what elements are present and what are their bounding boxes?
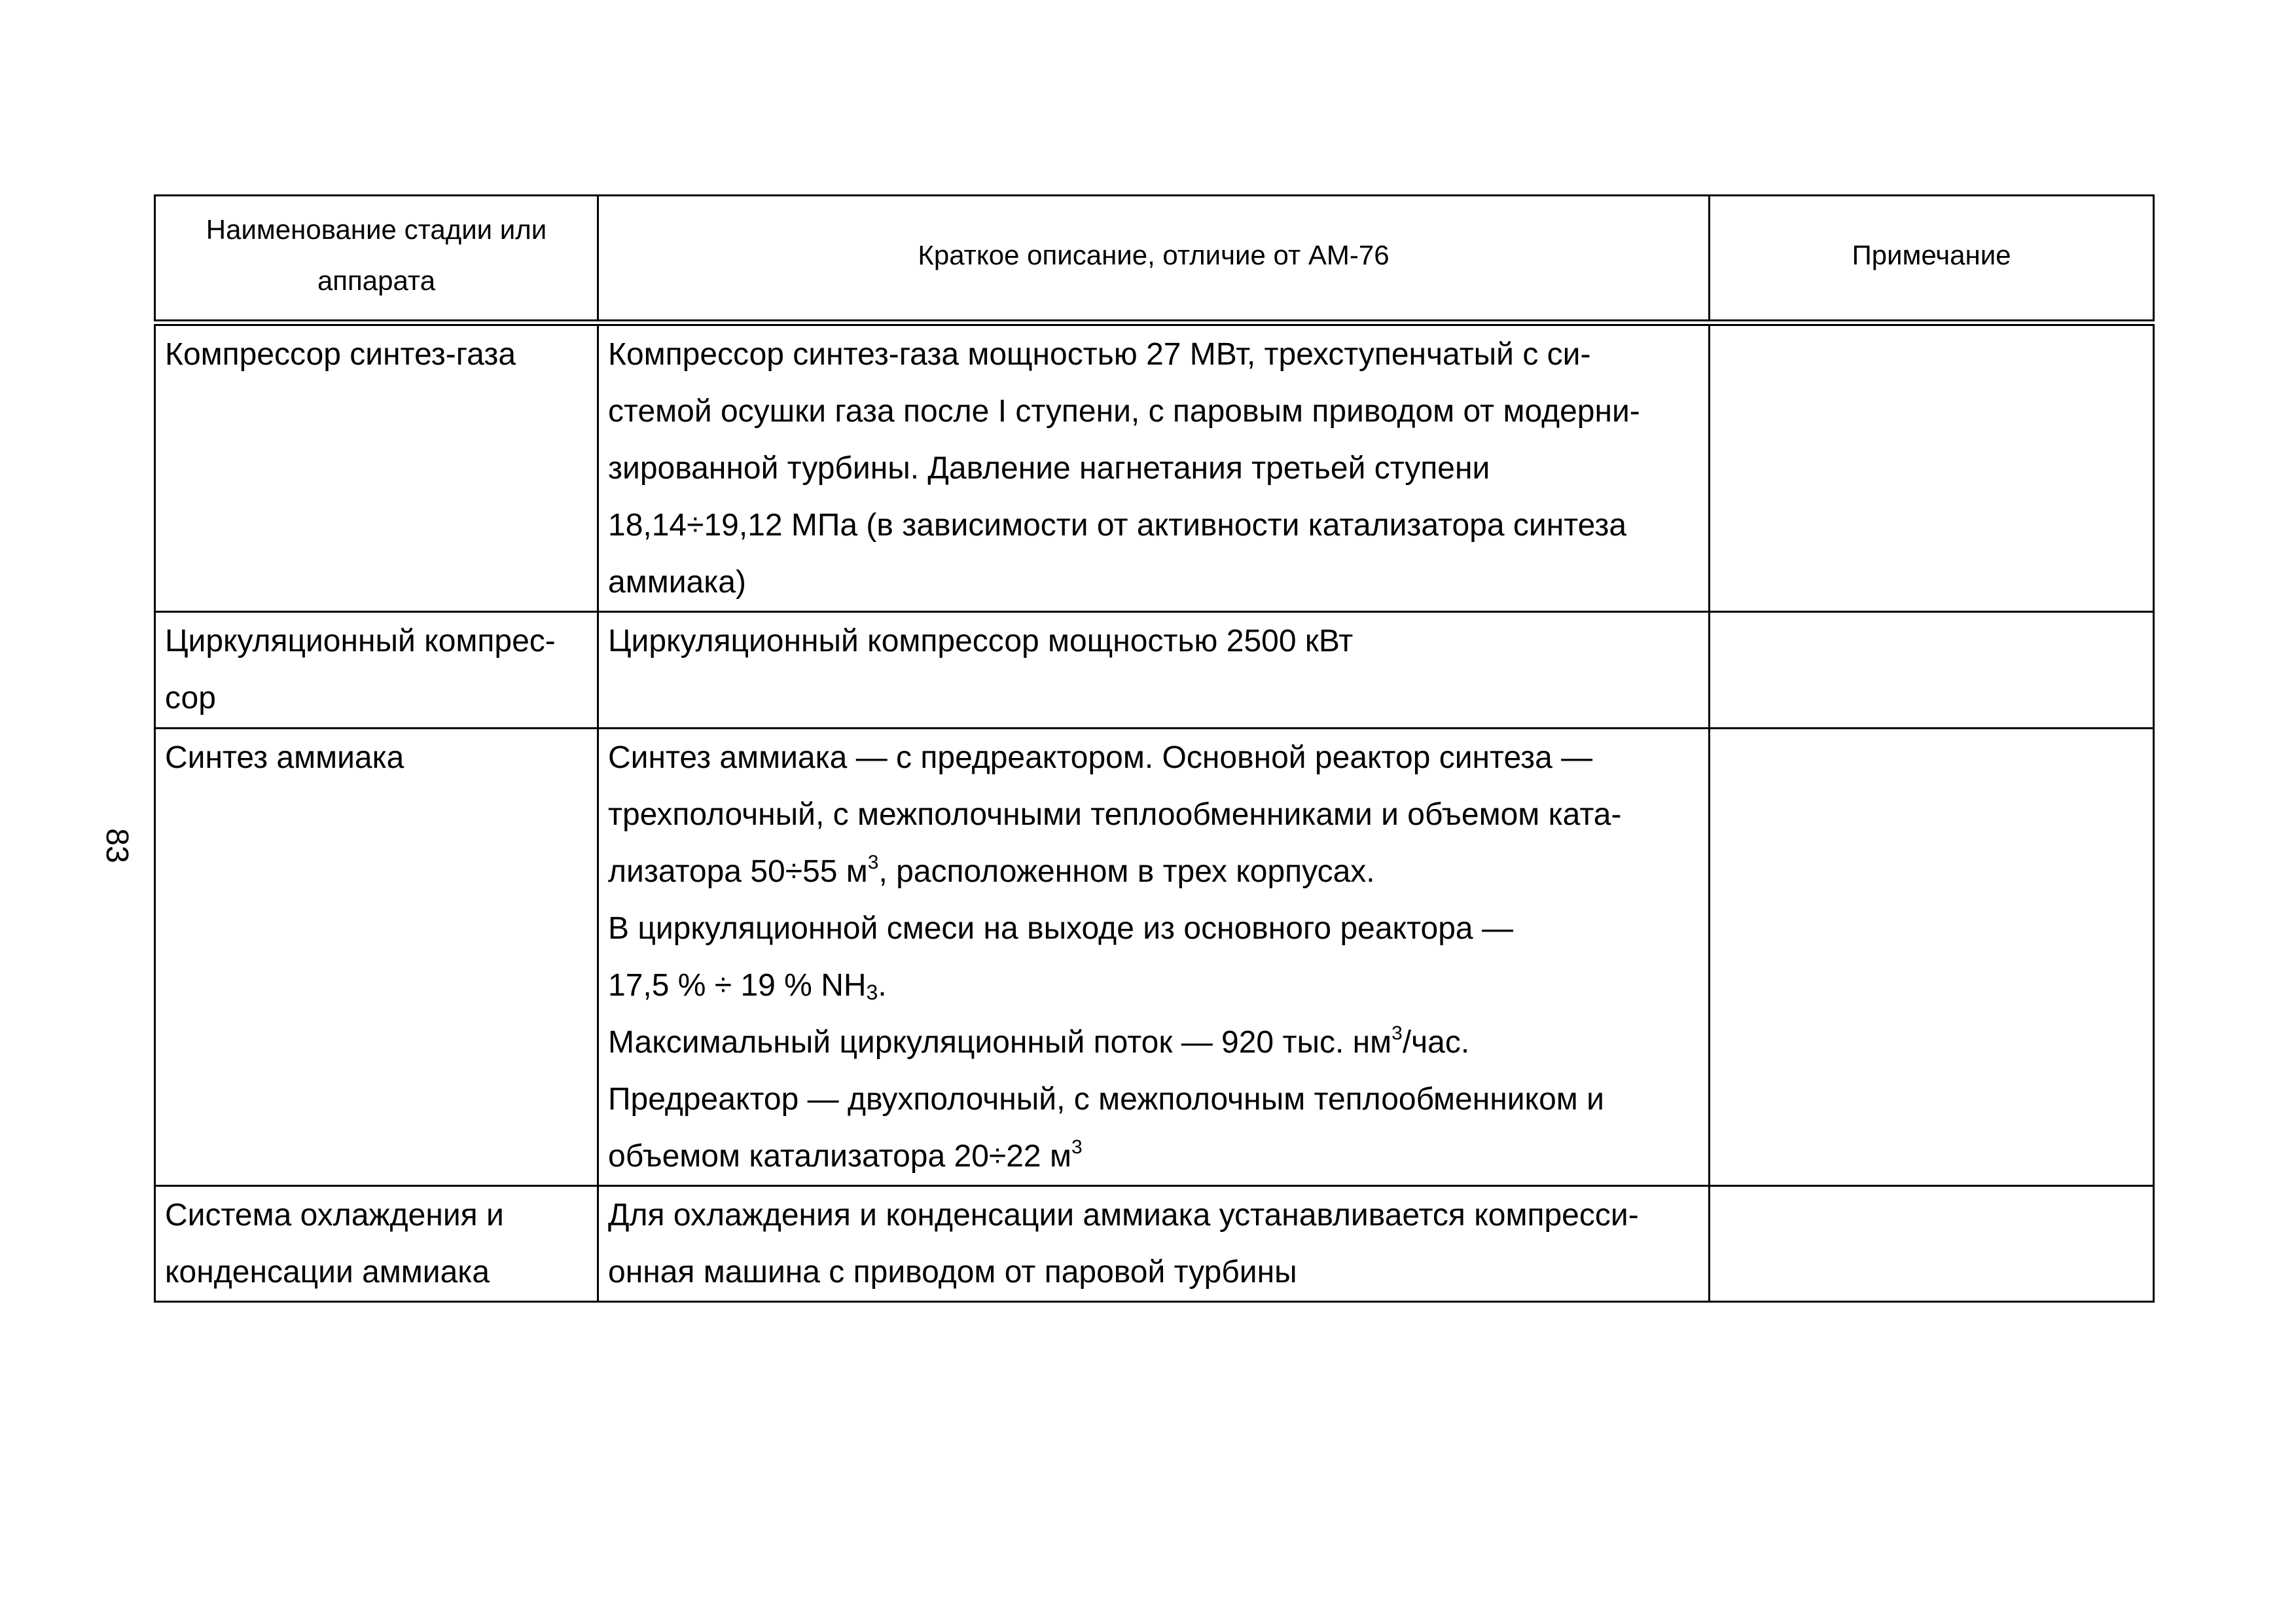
description-line bbox=[608, 957, 1700, 1014]
description-fragment: объемом катализатора 20÷22 м bbox=[608, 1139, 1071, 1174]
description-line: трехполочный, с межполочными теплообменниками и объемом ката- bbox=[608, 797, 1622, 832]
description-fragment: /час. bbox=[1402, 1025, 1470, 1060]
description-line: Для охлаждения и конденсации аммиака устанавливается компресси- bbox=[608, 1198, 1639, 1233]
description-line: Предреактор — двухполочный, с межполочным теплообменником и bbox=[608, 1082, 1604, 1117]
stage-text: конденсации аммиака bbox=[165, 1255, 490, 1290]
superscript: 3 bbox=[1071, 1136, 1083, 1158]
header-description: Краткое описание, отличие от АМ-76 bbox=[598, 196, 1710, 323]
stage-cell bbox=[155, 323, 598, 612]
note-cell bbox=[1710, 612, 2154, 729]
table-row bbox=[155, 1186, 2154, 1302]
note-cell bbox=[1710, 729, 2154, 1186]
note-cell bbox=[1710, 323, 2154, 612]
table-row bbox=[155, 612, 2154, 729]
description-line: Циркуляционный компрессор мощностью 2500 кВт bbox=[608, 624, 1354, 659]
description-fragment: , расположенном в трех корпусах. bbox=[878, 854, 1375, 889]
description-cell bbox=[598, 1186, 1710, 1302]
note-cell bbox=[1710, 1186, 2154, 1302]
description-cell bbox=[598, 323, 1710, 612]
stage-cell bbox=[155, 1186, 598, 1302]
description-cell bbox=[598, 729, 1710, 1186]
description-line: стемой осушки газа после I ступени, с паровым приводом от модерни- bbox=[608, 394, 1640, 429]
description-line: Синтез аммиака — с предреактором. Основной реактор синтеза — bbox=[608, 740, 1593, 775]
description-line bbox=[608, 1128, 1700, 1185]
stage-text: Синтез аммиака bbox=[165, 740, 404, 775]
description-line bbox=[608, 1014, 1700, 1071]
header-stage bbox=[155, 196, 598, 323]
description-line: онная машина с приводом от паровой турбины bbox=[608, 1255, 1297, 1290]
superscript: 3 bbox=[867, 852, 879, 873]
description-fragment: лизатора 50÷55 м bbox=[608, 854, 868, 889]
stage-cell bbox=[155, 612, 598, 729]
header-stage-line: аппарата bbox=[317, 265, 436, 296]
description-fragment: 17,5 % ÷ 19 % NH bbox=[608, 968, 867, 1003]
header-note: Примечание bbox=[1710, 196, 2154, 323]
equipment-table bbox=[154, 194, 2155, 1303]
table-header-row bbox=[155, 196, 2154, 323]
description-line: зированной турбины. Давление нагнетания третьей ступени bbox=[608, 451, 1490, 486]
description-line: 18,14÷19,12 МПа (в зависимости от активности катализатора синтеза bbox=[608, 508, 1627, 543]
table-row bbox=[155, 323, 2154, 612]
superscript: 3 bbox=[1391, 1022, 1403, 1044]
page-number: 83 bbox=[99, 828, 134, 863]
stage-text: Циркуляционный компрес- bbox=[165, 624, 556, 659]
stage-text: Компрессор синтез-газа bbox=[165, 337, 516, 372]
description-fragment: Максимальный циркуляционный поток — 920 тыс. нм bbox=[608, 1025, 1392, 1060]
description-cell bbox=[598, 612, 1710, 729]
description-line bbox=[608, 843, 1700, 900]
subscript: 3 bbox=[866, 981, 878, 1004]
description-fragment: . bbox=[878, 968, 887, 1003]
table-row bbox=[155, 729, 2154, 1186]
description-line: В циркуляционной смеси на выходе из основного реактора — bbox=[608, 911, 1513, 946]
stage-text: сор bbox=[165, 681, 216, 715]
description-line: Компрессор синтез-газа мощностью 27 МВт, трехступенчатый с си- bbox=[608, 337, 1591, 372]
stage-text: Система охлаждения и bbox=[165, 1198, 504, 1233]
stage-cell bbox=[155, 729, 598, 1186]
header-stage-line: Наименование стадии или bbox=[206, 214, 547, 245]
description-line: аммиака) bbox=[608, 565, 746, 600]
